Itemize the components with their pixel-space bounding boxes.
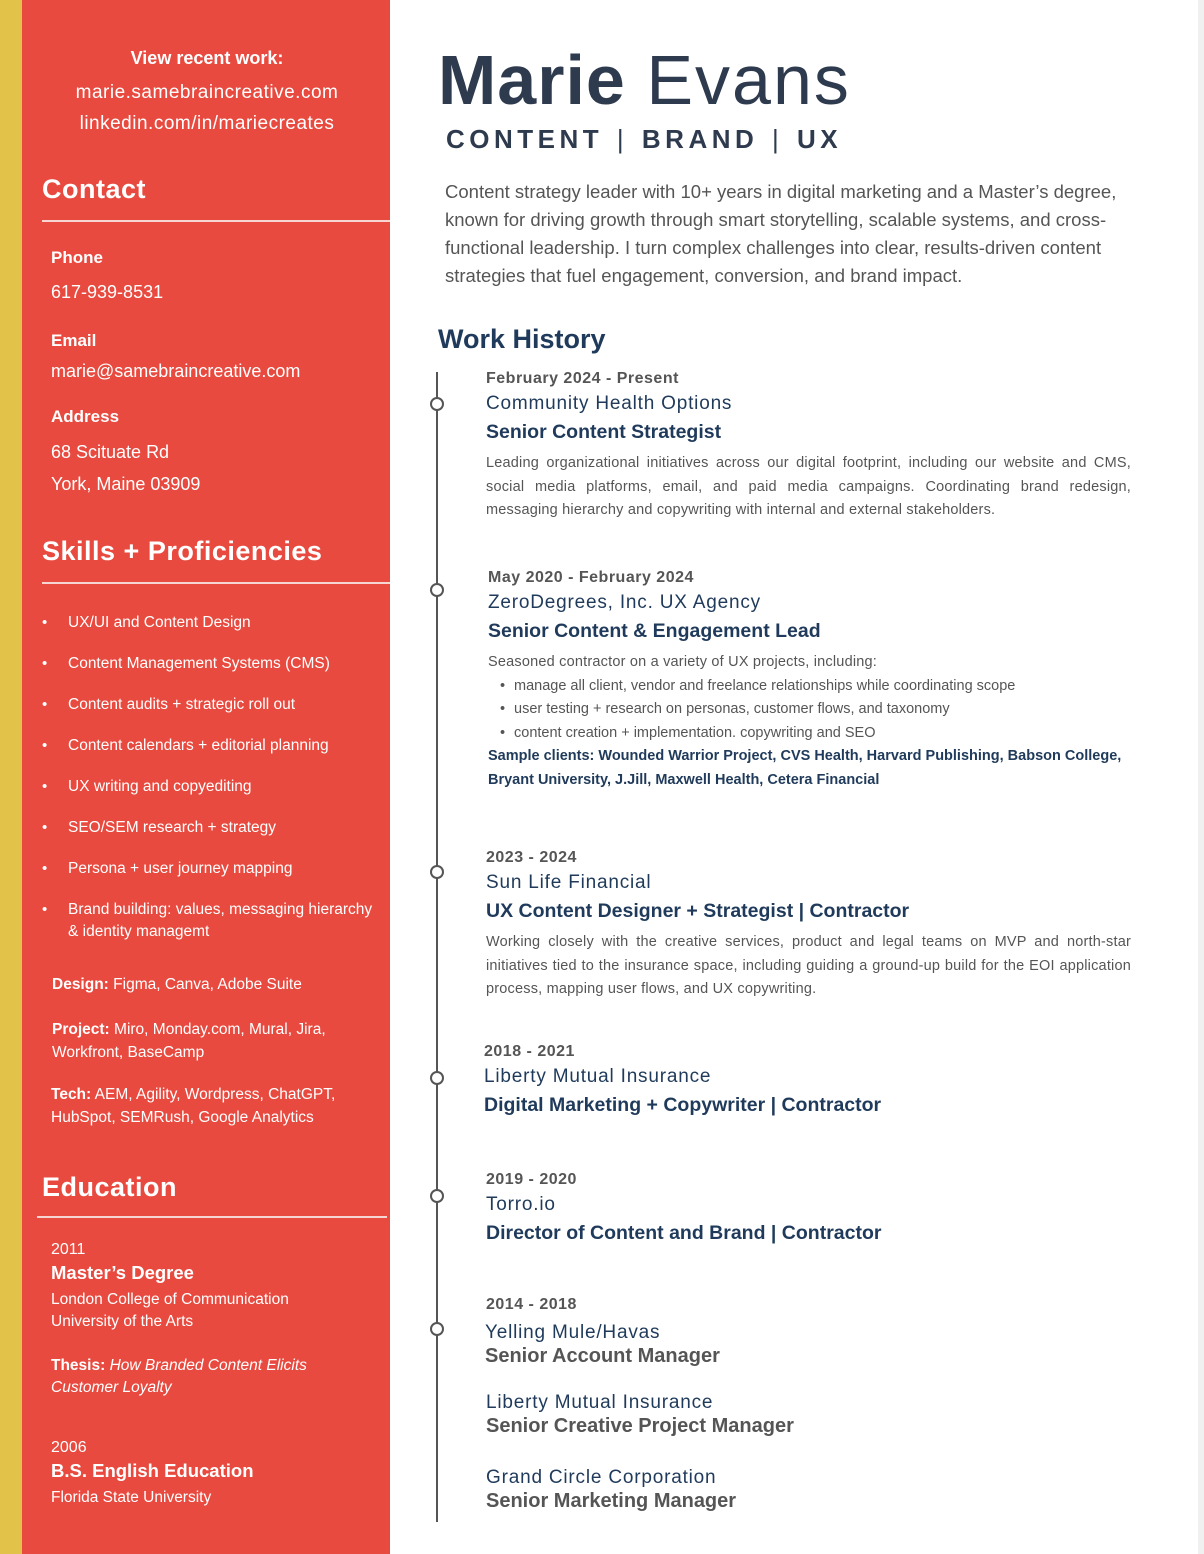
timeline-node — [430, 865, 444, 879]
timeline-line — [436, 372, 438, 1522]
skill-item: • Persona + user journey mapping — [42, 858, 382, 880]
main-content — [390, 0, 1198, 1554]
job-entry — [486, 849, 1131, 1002]
contact-divider — [42, 220, 390, 222]
skill-item: • SEO/SEM research + strategy — [42, 817, 382, 839]
job-description: Seasoned contractor on a variety of UX projects, including: — [488, 654, 878, 670]
tools-tech-value: AEM, Agility, Wordpress, ChatGPT, HubSpot, SEMRush, Google Analytics — [51, 1086, 336, 1126]
tagline — [446, 124, 842, 155]
tools-project-label: Project: — [52, 1021, 110, 1038]
phone-value[interactable]: 617-939-8531 — [51, 282, 164, 302]
job-role: Senior Creative Project Manager — [486, 1415, 794, 1437]
job-entry — [484, 1043, 1129, 1117]
education-heading: Education — [42, 1172, 178, 1202]
job-company: Community Health Options — [486, 393, 733, 414]
tools-design-label: Design: — [52, 976, 109, 993]
education-year: 2011 — [51, 1241, 86, 1258]
earlier-position — [486, 1467, 1131, 1513]
education-thesis — [51, 1355, 371, 1399]
skills-heading: Skills + Proficiencies — [42, 536, 323, 566]
education-divider — [37, 1216, 387, 1218]
job-clients: Sample clients: Wounded Warrior Project, CVS Health, Harvard Publishing, Babson College, Bryant University, J.Jill, Maxwell Health, Cetera Financial — [488, 748, 1122, 788]
linkedin-link[interactable]: linkedin.com/in/mariecreates — [79, 113, 335, 134]
job-dates: 2014 - 2018 — [486, 1296, 577, 1313]
skills-divider — [42, 582, 390, 584]
earlier-position — [486, 1392, 1131, 1438]
job-entry — [486, 370, 1131, 523]
address-line1: 68 Scituate Rd — [51, 442, 170, 462]
education-degree: Master’s Degree — [51, 1262, 194, 1283]
job-bullet: • content creation + implementation. copywriting and SEO — [500, 722, 1133, 746]
tools-tech — [51, 1083, 371, 1129]
job-role: Digital Marketing + Copywriter | Contractor — [484, 1094, 882, 1116]
education-school: Florida State University — [51, 1489, 212, 1506]
summary: Content strategy leader with 10+ years in digital marketing and a Master’s degree, known for driving growth through smart storytelling, scalable systems, and cross-functional leadership. I turn complex challenges into clear, results-driven content strategies that fuel engagement, conversion, and brand impact. — [445, 181, 1117, 286]
tagline-item: CONTENT — [446, 124, 604, 154]
skill-item: • UX/UI and Content Design — [42, 612, 382, 634]
candidate-name — [438, 40, 851, 120]
job-company: Liberty Mutual Insurance — [484, 1066, 712, 1087]
education-year: 2006 — [51, 1439, 87, 1456]
page-edge — [1198, 0, 1204, 1554]
job-company: Liberty Mutual Insurance — [486, 1392, 714, 1413]
job-role: Senior Content Strategist — [486, 421, 722, 443]
tagline-separator: | — [772, 124, 784, 154]
job-role: UX Content Designer + Strategist | Contractor — [486, 900, 910, 922]
skill-item: • Content Management Systems (CMS) — [42, 653, 382, 675]
recent-work — [52, 48, 362, 139]
job-role: Senior Content & Engagement Lead — [488, 620, 821, 642]
tagline-separator: | — [616, 124, 629, 154]
tagline-item: UX — [797, 124, 843, 154]
job-dates: February 2024 - Present — [486, 370, 679, 387]
timeline-node — [430, 1071, 444, 1085]
job-dates: 2023 - 2024 — [486, 849, 577, 866]
thesis-label: Thesis: — [51, 1357, 106, 1374]
skills-list — [42, 612, 382, 962]
job-bullet: • user testing + research on personas, customer flows, and taxonomy — [500, 698, 1133, 722]
job-entry — [486, 1171, 1131, 1245]
skill-item: • Brand building: values, messaging hierarchy & identity managemt — [42, 899, 382, 943]
phone-label: Phone — [51, 248, 103, 267]
earlier-position — [485, 1322, 1130, 1368]
job-company: Torro.io — [486, 1194, 556, 1215]
job-company: Grand Circle Corporation — [486, 1467, 717, 1488]
job-bullet: • manage all client, vendor and freelance relationships while coordinating scope — [500, 675, 1133, 699]
first-name: Marie — [438, 41, 626, 119]
skill-item: • UX writing and copyediting — [42, 776, 382, 798]
work-history-heading: Work History — [438, 324, 606, 354]
job-entry — [488, 569, 1133, 792]
accent-stripe — [0, 0, 22, 1554]
job-dates: 2019 - 2020 — [486, 1171, 577, 1188]
education-degree: B.S. English Education — [51, 1460, 254, 1481]
job-description: Working closely with the creative services, product and legal teams on MVP and north-star initiatives tied to the insurance space, including guiding a ground-up build for the EOI application process, mapping user flows, and UX copywriting. — [486, 934, 1131, 997]
contact-heading: Contact — [42, 174, 146, 204]
recent-work-label: View recent work: — [130, 48, 284, 68]
job-role: Director of Content and Brand | Contractor — [486, 1222, 882, 1244]
address-label: Address — [51, 407, 120, 426]
job-entry — [486, 1296, 1131, 1314]
sidebar — [22, 0, 390, 1554]
tagline-item: BRAND — [641, 124, 759, 154]
education-entry — [51, 1241, 371, 1399]
timeline-node — [430, 583, 444, 597]
tools-design-value: Figma, Canva, Adobe Suite — [113, 976, 302, 993]
timeline-node — [430, 1322, 444, 1336]
skill-item: • Content calendars + editorial planning — [42, 735, 382, 757]
education-entry — [51, 1439, 371, 1509]
skill-item: • Content audits + strategic roll out — [42, 694, 382, 716]
timeline-node — [430, 1189, 444, 1203]
email-label: Email — [51, 331, 97, 350]
tools-design — [52, 973, 372, 996]
tools-project — [52, 1018, 372, 1064]
email-value[interactable]: marie@samebraincreative.com — [51, 361, 301, 381]
job-company: ZeroDegrees, Inc. UX Agency — [488, 592, 761, 613]
tools-project-value: Miro, Monday.com, Mural, Jira, Workfront, BaseCamp — [52, 1021, 326, 1061]
job-company: Yelling Mule/Havas — [485, 1322, 661, 1343]
job-role: Senior Marketing Manager — [486, 1490, 737, 1512]
job-bullets — [488, 675, 1133, 746]
tools-tech-label: Tech: — [51, 1086, 92, 1103]
education-school: University of the Arts — [51, 1313, 194, 1330]
job-company: Sun Life Financial — [486, 872, 652, 893]
last-name: Evans — [646, 41, 851, 119]
portfolio-link[interactable]: marie.samebraincreative.com — [75, 82, 339, 103]
timeline-node — [430, 397, 444, 411]
job-role: Senior Account Manager — [485, 1345, 720, 1367]
job-description: Leading organizational initiatives across our digital footprint, including our website and CMS, social media platforms, email, and paid media campaigns. Coordinating brand redesign, messaging hierarchy and copywriting with internal and external stakeholders. — [486, 455, 1131, 518]
job-dates: May 2020 - February 2024 — [488, 569, 694, 586]
address-line2: York, Maine 03909 — [51, 474, 201, 494]
job-dates: 2018 - 2021 — [484, 1043, 575, 1060]
thesis-title: How Branded Content Elicits Customer Loyalty — [51, 1357, 307, 1396]
education-school: London College of Communication — [51, 1291, 289, 1308]
